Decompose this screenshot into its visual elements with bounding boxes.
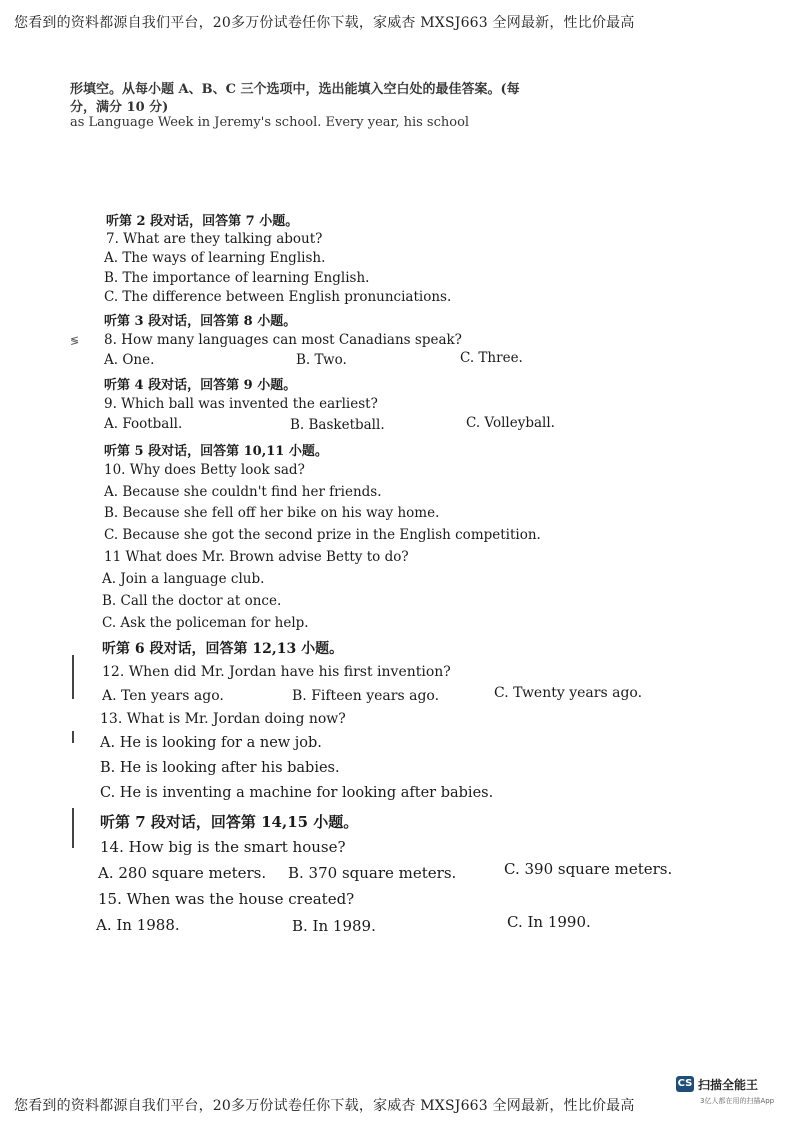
- scanner-logo-icon: CS: [676, 1076, 694, 1092]
- question-14-option-c: C. 390 square meters.: [504, 860, 673, 878]
- question-11-option-b: B. Call the doctor at once.: [102, 593, 282, 609]
- question-9-option-c: C. Volleyball.: [466, 415, 555, 431]
- question-10-option-a: A. Because she couldn't find her friends.: [104, 484, 382, 500]
- question-7-option-a: A. The ways of learning English.: [104, 250, 326, 266]
- top-banner: 您看到的资料都源自我们平台，20多万份试卷任你下载，家威杏 MXSJ663 全网最新，性比价最高: [14, 15, 635, 31]
- scanner-app-name: 扫描全能王: [698, 1078, 759, 1092]
- question-11-option-a: A. Join a language club.: [102, 571, 265, 587]
- question-13-option-a: A. He is looking for a new job.: [100, 735, 322, 751]
- question-9-option-b: B. Basketball.: [290, 417, 385, 433]
- section-heading: 听第 2 段对话，回答第 7 小题。: [106, 214, 299, 229]
- question-15: 15. When was the house created?: [98, 890, 355, 908]
- question-15-option-c: C. In 1990.: [507, 913, 591, 931]
- question-9: 9. Which ball was invented the earliest?: [104, 396, 378, 412]
- section-heading: 听第 5 段对话，回答第 10,11 小题。: [104, 444, 328, 459]
- question-12: 12. When did Mr. Jordan have his first invention?: [102, 664, 451, 680]
- question-13-option-b: B. He is looking after his babies.: [100, 760, 340, 776]
- question-15-option-a: A. In 1988.: [96, 916, 180, 934]
- scanner-tagline: 3亿人都在用的扫描App: [700, 1097, 775, 1105]
- question-14-option-b: B. 370 square meters.: [288, 864, 457, 882]
- question-8: 8. How many languages can most Canadians speak?: [104, 332, 462, 348]
- question-14-option-a: A. 280 square meters.: [98, 864, 267, 882]
- cloze-instruction-line1: 形填空。从每小题 A、B、C 三个选项中，选出能填入空白处的最佳答案。(每: [70, 82, 520, 97]
- question-12-option-c: C. Twenty years ago.: [494, 685, 643, 701]
- question-7-option-b: B. The importance of learning English.: [104, 270, 370, 286]
- section-heading: 听第 6 段对话，回答第 12,13 小题。: [102, 641, 344, 657]
- question-8-option-c: C. Three.: [460, 350, 523, 366]
- margin-mark: ≶: [70, 334, 80, 347]
- scan-margin-line: [72, 731, 74, 743]
- question-10-option-b: B. Because she fell off her bike on his way home.: [104, 505, 440, 521]
- question-8-option-b: B. Two.: [296, 352, 347, 368]
- scan-margin-line: [72, 655, 74, 699]
- question-10-option-c: C. Because she got the second prize in the English competition.: [104, 527, 541, 543]
- question-13-option-c: C. He is inventing a machine for looking after babies.: [100, 785, 494, 801]
- cloze-passage-fragment: as Language Week in Jeremy's school. Every year, his school: [70, 115, 470, 130]
- question-13: 13. What is Mr. Jordan doing now?: [100, 711, 346, 727]
- cloze-instruction-line2: 分，满分 10 分): [70, 100, 169, 115]
- section-heading: 听第 4 段对话，回答第 9 小题。: [104, 378, 297, 393]
- question-11-option-c: C. Ask the policeman for help.: [102, 615, 309, 631]
- question-12-option-b: B. Fifteen years ago.: [292, 688, 440, 704]
- scan-margin-line: [72, 808, 74, 848]
- question-7-option-c: C. The difference between English pronunciations.: [104, 289, 452, 305]
- question-15-option-b: B. In 1989.: [292, 917, 376, 935]
- question-14: 14. How big is the smart house?: [100, 838, 346, 856]
- section-heading: 听第 7 段对话，回答第 14,15 小题。: [100, 813, 359, 831]
- question-7: 7. What are they talking about?: [106, 231, 323, 247]
- question-9-option-a: A. Football.: [104, 416, 183, 432]
- question-12-option-a: A. Ten years ago.: [102, 688, 224, 704]
- question-10: 10. Why does Betty look sad?: [104, 462, 305, 478]
- section-heading: 听第 3 段对话，回答第 8 小题。: [104, 314, 297, 329]
- question-11: 11 What does Mr. Brown advise Betty to do?: [104, 549, 409, 565]
- question-8-option-a: A. One.: [104, 352, 155, 368]
- bottom-banner: 您看到的资料都源自我们平台，20多万份试卷任你下载，家威杏 MXSJ663 全网最新，性比价最高: [14, 1098, 635, 1114]
